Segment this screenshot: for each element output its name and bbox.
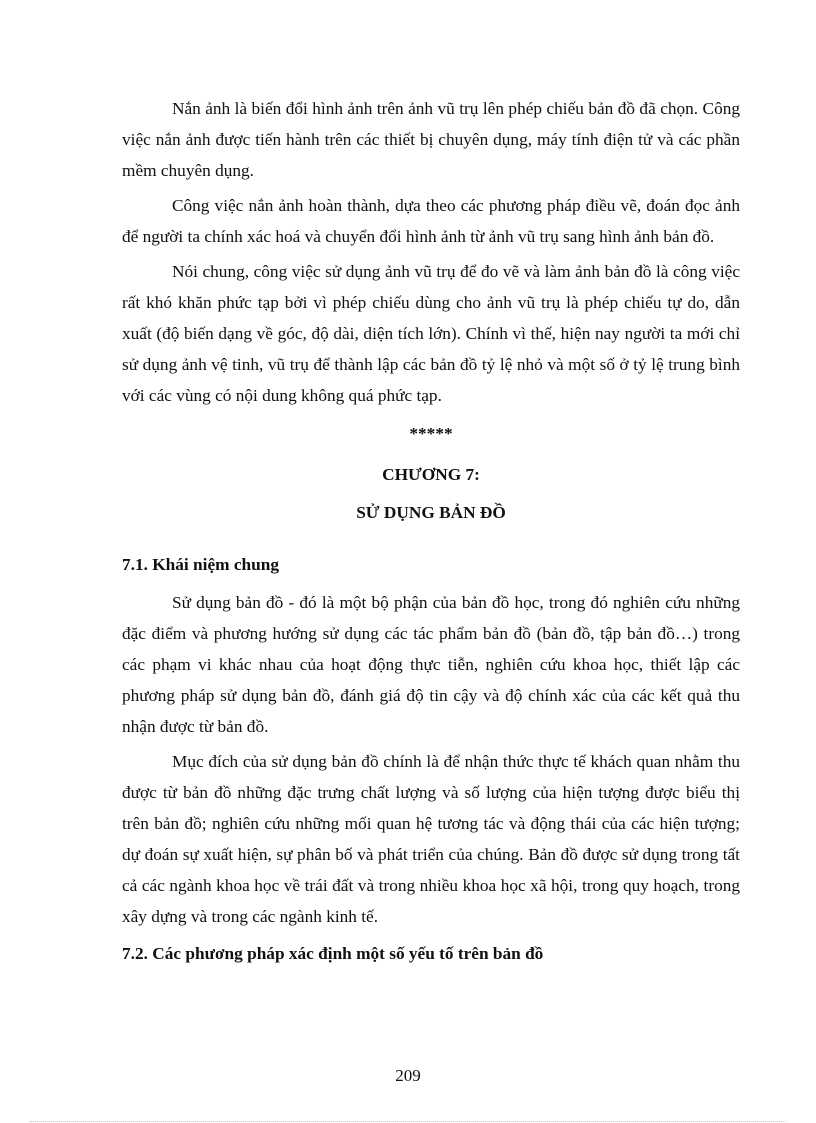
section-separator: ***** bbox=[409, 424, 453, 443]
section-heading-7-1: 7.1. Khái niệm chung bbox=[122, 555, 279, 574]
page-bottom-divider bbox=[30, 1121, 786, 1122]
paragraph-rectification-complete: Công việc nắn ảnh hoàn thành, dựa theo các phương pháp điều vẽ, đoán đọc ảnh để người ta chính xác hoá và chuyển đổi hình ảnh từ ảnh vũ trụ sang hình ảnh bản đồ. bbox=[122, 196, 740, 246]
page-body bbox=[122, 93, 740, 976]
page-number: 209 bbox=[395, 1066, 421, 1085]
paragraph-image-rectification: Nắn ảnh là biến đổi hình ảnh trên ảnh vũ trụ lên phép chiếu bản đồ đã chọn. Công việc nắn ảnh được tiến hành trên các thiết bị chuyên dụng, máy tính điện tử và các phần mềm chuyên dụng. bbox=[122, 99, 740, 180]
paragraph-map-use-definition: Sử dụng bản đồ - đó là một bộ phận của bản đồ học, trong đó nghiên cứu những đặc điểm và phương hướng sử dụng các tác phẩm bản đồ (bản đồ, tập bản đồ…) trong các phạm vi khác nhau của hoạt động thực tiễn, nghiên cứu khoa học, thiết lập các phương pháp sử dụng bản đồ, đánh giá độ tin cậy và độ chính xác của các kết quả thu nhận được từ bản đồ. bbox=[122, 593, 740, 736]
section-heading-7-2: 7.2. Các phương pháp xác định một số yếu tố trên bản đồ bbox=[122, 944, 544, 963]
paragraph-map-use-purpose: Mục đích của sử dụng bản đồ chính là để nhận thức thực tế khách quan nhằm thu được từ bản đồ những đặc trưng chất lượng và số lượng của hiện tượng được biểu thị trên bản đồ; nghiên cứu những mối quan hệ tương tác và động thái của các hiện tượng; dự đoán sự xuất hiện, sự phân bố và phát triển của chúng. Bản đồ được sử dụng trong tất cả các ngành khoa học về trái đất và trong nhiều khoa học xã hội, trong quy hoạch, trong xây dựng và trong các ngành kinh tế. bbox=[122, 752, 740, 926]
paragraph-space-image-usage: Nói chung, công việc sử dụng ảnh vũ trụ để đo vẽ và làm ảnh bản đồ là công việc rất khó khăn phức tạp bởi vì phép chiếu dùng cho ảnh vũ trụ là phép chiếu tự do, dẫn xuất (độ biến dạng về góc, độ dài, diện tích lớn). Chính vì thế, hiện nay người ta mới chỉ sử dụng ảnh vệ tinh, vũ trụ để thành lập các bản đồ tỷ lệ nhỏ và một số ở tỷ lệ trung bình với các vùng có nội dung không quá phức tạp. bbox=[122, 262, 740, 405]
chapter-subtitle: SỬ DỤNG BẢN ĐỒ bbox=[356, 503, 506, 522]
chapter-title: CHƯƠNG 7: bbox=[382, 465, 480, 484]
